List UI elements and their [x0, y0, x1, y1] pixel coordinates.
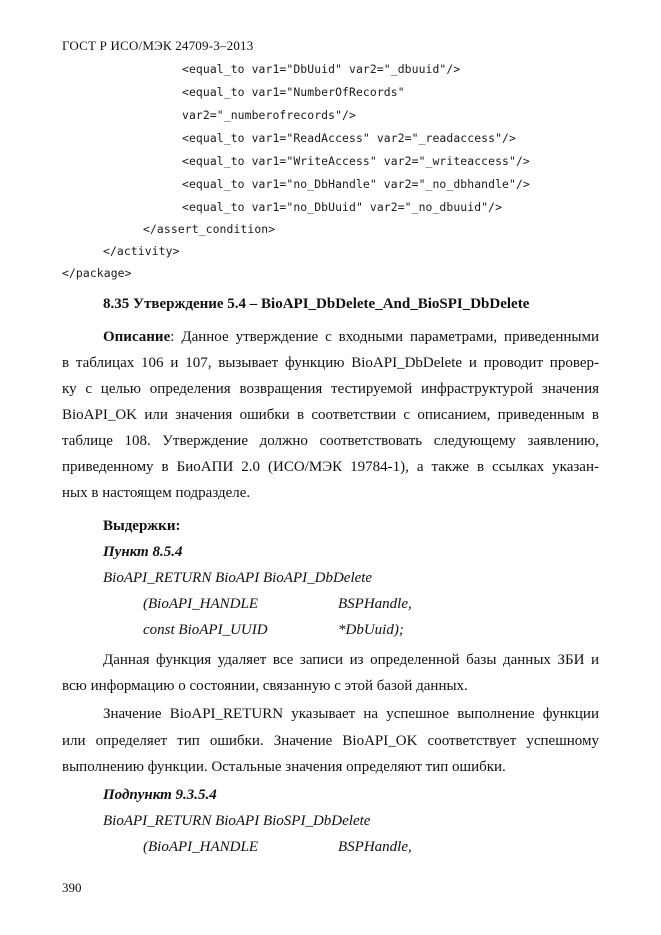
code-line: <equal_to var1="DbUuid" var2="_dbuuid"/>: [182, 62, 461, 76]
description-first-line: [103, 329, 599, 346]
code-line: </activity>: [103, 244, 180, 258]
code-line: <equal_to var1="no_DbUuid" var2="_no_dbuuid"/>: [182, 200, 503, 214]
standard-header: ГОСТ Р ИСО/МЭК 24709-3–2013: [62, 38, 254, 53]
code-line: <equal_to var1="no_DbHandle" var2="_no_dbhandle"/>: [182, 177, 530, 191]
page-number: 390: [62, 880, 82, 895]
description-line: : Данное утверждение с входными параметрами, приведенными: [170, 329, 599, 345]
function-signature: BioAPI_RETURN BioAPI BioSPI_DbDelete: [103, 813, 371, 829]
code-line: </package>: [62, 266, 132, 280]
section-title: 8.35 Утверждение 5.4 – BioAPI_DbDelete_And_BioSPI_DbDelete: [103, 296, 530, 312]
clause-paragraph-line: выполнению функции. Остальные значения определяют тип ошибки.: [62, 759, 506, 775]
function-signature: BioAPI_RETURN BioAPI BioAPI_DbDelete: [103, 570, 373, 586]
clause-paragraph-line: Данная функция удаляет все записи из определенной базы данных ЗБИ и: [103, 652, 599, 668]
description-line: приведенному в БиоАПИ 2.0 (ИСО/МЭК 19784-1), а также в ссылках указан-: [62, 459, 599, 475]
code-line: var2="_numberofrecords"/>: [182, 108, 356, 122]
description-line: таблице 108. Утверждение должно соответствовать следующему заявлению,: [62, 433, 599, 449]
description-label: Описание: [103, 329, 171, 345]
clause-paragraph-line: или определяет тип ошибки. Значение BioAPI_OK соответствует успешному: [62, 733, 599, 749]
param-type: (BioAPI_HANDLE: [143, 596, 258, 612]
clause-paragraph-line: всю информацию о состоянии, связанную с этой базой данных.: [62, 678, 468, 694]
code-line: <equal_to var1="ReadAccess" var2="_readaccess"/>: [182, 131, 516, 145]
param-type: (BioAPI_HANDLE: [143, 839, 258, 855]
param-type: const BioAPI_UUID: [143, 622, 268, 638]
description-line: BioAPI_OK или значения ошибки в соответствии с описанием, приведенным в: [62, 407, 599, 423]
subclause-label: Подпункт 9.3.5.4: [103, 787, 217, 803]
clause-paragraph-line: Значение BioAPI_RETURN указывает на успешное выполнение функции: [103, 706, 599, 722]
param-name: *DbUuid);: [338, 622, 404, 638]
description-line: ку с целью определения возвращения тестируемой инфраструктурой значения: [62, 381, 599, 397]
code-line: <equal_to var1="NumberOfRecords": [182, 85, 405, 99]
code-line: <equal_to var1="WriteAccess" var2="_writeaccess"/>: [182, 154, 530, 168]
description-line: в таблицах 106 и 107, вызывает функцию BioAPI_DbDelete и проводит провер-: [62, 355, 599, 371]
clause-label: Пункт 8.5.4: [103, 544, 183, 560]
param-name: BSPHandle,: [338, 596, 412, 612]
excerpts-label: Выдержки:: [103, 518, 181, 534]
code-line: </assert_condition>: [143, 222, 276, 236]
description-line: ных в настоящем подразделе.: [62, 485, 251, 501]
param-name: BSPHandle,: [338, 839, 412, 855]
